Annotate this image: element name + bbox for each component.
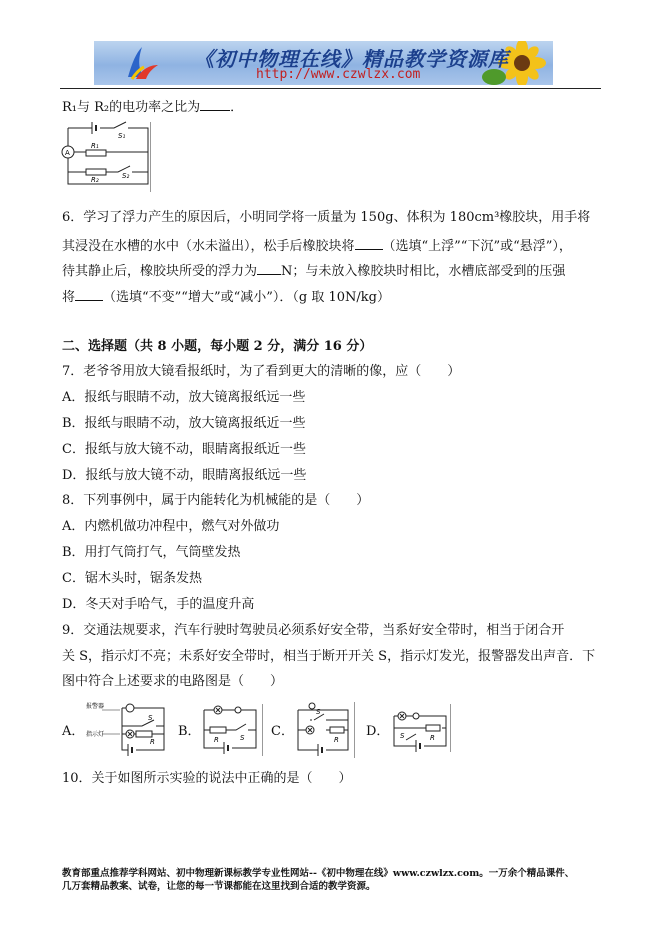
q6-line-1: 6．学习了浮力产生的原因后，小明同学将一质量为 150g、体积为 180cm³橡胶块，用手将: [62, 210, 591, 225]
q8-stem: 8．下列事例中，属于内能转化为机械能的是（ ）: [62, 493, 370, 508]
q8-option-b: B．用打气筒打气，气筒壁发热: [62, 545, 241, 560]
q7-option-c: C．报纸与放大镜不动，眼睛离报纸近一些: [62, 442, 306, 457]
q7-stem: 7．老爷爷用放大镜看报纸时，为了看到更大的清晰的像，应（ ）: [62, 364, 461, 379]
r1-label: R₁: [91, 142, 99, 150]
answer-blank: [75, 287, 103, 301]
r-label: R: [334, 736, 339, 744]
answer-blank: [257, 261, 281, 275]
q7-option-a: A．报纸与眼睛不动，放大镜离报纸远一些: [62, 390, 306, 405]
q9-line-3: 图中符合上述要求的电路图是（ ）: [62, 674, 284, 689]
header-rule: [60, 88, 601, 89]
s-label: S: [316, 708, 321, 716]
q9-circuit-c: [290, 700, 360, 758]
q6-line-4: 将 （选填“不变”“增大”或“减小”）．（g 取 10N/kg）: [62, 287, 390, 306]
q9-option-a-label: A．: [62, 724, 85, 739]
q9-line-1: 9．交通法规要求，汽车行驶时驾驶员必须系好安全带，当系好安全带时，相当于闭合开: [62, 623, 565, 638]
q8-option-d: D．冬天对手哈气，手的温度升高: [62, 597, 255, 612]
q9-option-c-label: C．: [271, 724, 294, 739]
q9-circuit-d: [386, 704, 454, 754]
footer-line-2: 几万套精品教案、试卷，让您的每一节课都能在这里找到合适的教学资源。: [62, 881, 376, 892]
s-label: S: [240, 734, 245, 742]
s-label: S: [400, 732, 405, 740]
s2-label: S₂: [122, 172, 130, 180]
s1-label: S₁: [118, 132, 126, 140]
q5-circuit-diagram: [56, 118, 156, 196]
answer-blank: [355, 236, 383, 250]
q10-stem: 10．关于如图所示实验的说法中正确的是（ ）: [62, 771, 352, 786]
answer-blank: [200, 97, 230, 111]
q9-option-d-label: D．: [366, 724, 390, 739]
r-label: R: [430, 734, 435, 742]
lamp-label: 指示灯: [86, 731, 105, 738]
r-label: R: [214, 736, 219, 744]
q9-option-b-label: B．: [178, 724, 201, 739]
site-logo: [122, 43, 162, 83]
q9-line-2: 关 S，指示灯不亮；未系好安全带时，相当于断开开关 S，指示灯发光，报警器发出声音．下: [62, 649, 596, 664]
q9-circuit-a: [84, 700, 174, 758]
r2-label: R₂: [91, 176, 99, 184]
r-label: R: [150, 738, 155, 746]
q8-option-a: A．内燃机做功冲程中，燃气对外做功: [62, 519, 280, 534]
footer-line-1: 教育部重点推荐学科网站、初中物理新课标教学专业性网站--《初中物理在线》www.czwlzx.com。一万余个精品课件、: [62, 868, 575, 879]
section-heading: 二、选择题（共 8 小题，每小题 2 分，满分 16 分）: [62, 339, 373, 354]
s-label: S: [148, 714, 153, 722]
q6-line-3: 待其静止后，橡胶块所受的浮力为 N；与未放入橡胶块时相比，水槽底部受到的压强: [62, 261, 565, 280]
q8-option-c: C．锯木头时，锯条发热: [62, 571, 202, 586]
q9-circuit-b: [196, 702, 266, 756]
q7-option-b: B．报纸与眼睛不动，放大镜离报纸近一些: [62, 416, 306, 431]
q6-line-2: 其浸没在水槽的水中（水未溢出），松手后橡胶块将 （选填“上浮”“下沉”或“悬浮”），: [62, 236, 572, 255]
q7-option-d: D．报纸与放大镜不动，眼睛离报纸远一些: [62, 468, 307, 483]
q5-tail-line: R₁与 R₂的电功率之比为 ．: [62, 97, 243, 116]
ammeter-label: A: [65, 149, 70, 157]
header-banner: [94, 41, 553, 85]
banner-title: 《初中物理在线》精品教学资源库: [194, 47, 509, 71]
alarm-label: 报警器: [86, 703, 105, 710]
banner-url: http://www.czwlzx.com: [256, 67, 421, 82]
